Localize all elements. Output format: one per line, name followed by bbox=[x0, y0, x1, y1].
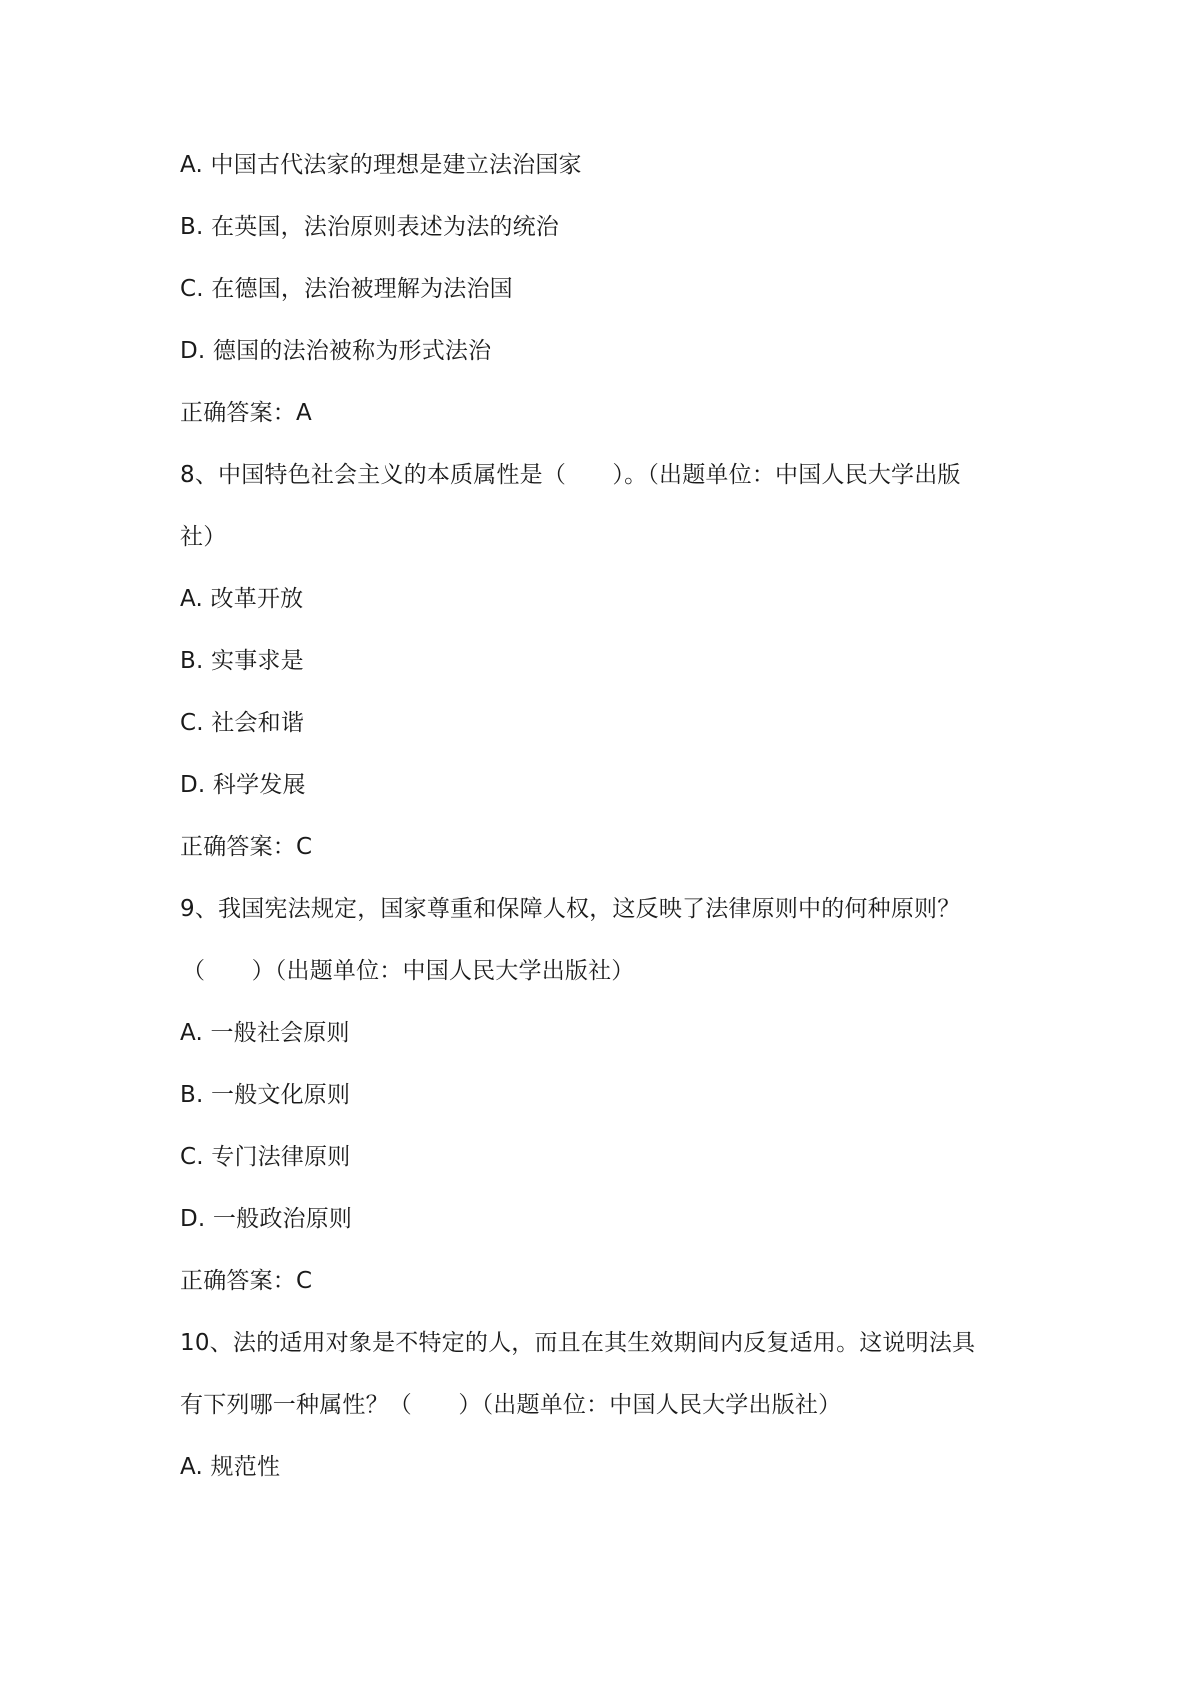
option-c-text: C. 在德国，法治被理解为法治国 bbox=[180, 276, 513, 302]
question-8-text-continued: 社） bbox=[180, 524, 227, 550]
question-8-option-c: C. 社会和谐 bbox=[180, 710, 305, 736]
question-9-text: 9、我国宪法规定，国家尊重和保障人权，这反映了法律原则中的何种原则？ bbox=[180, 896, 961, 922]
question-9-option-d: D. 一般政治原则 bbox=[180, 1206, 353, 1232]
question-8-option-b: B. 实事求是 bbox=[180, 648, 304, 674]
question-8-answer: 正确答案：C bbox=[180, 834, 313, 860]
question-9-option-c: C. 专门法律原则 bbox=[180, 1144, 351, 1170]
question-9-text-continued: （ ）（出题单位：中国人民大学出版社） bbox=[182, 958, 635, 984]
question-9-answer: 正确答案：C bbox=[180, 1268, 313, 1294]
question-list bbox=[180, 150, 1030, 1514]
question-8-option-a: A. 改革开放 bbox=[180, 586, 304, 612]
option-d-text: D. 德国的法治被称为形式法治 bbox=[180, 338, 492, 364]
answer-text: 正确答案：A bbox=[180, 400, 312, 426]
question-8-option-d: D. 科学发展 bbox=[180, 772, 306, 798]
question-10-text: 10、法的适用对象是不特定的人，而且在其生效期间内反复适用。这说明法具 bbox=[180, 1330, 976, 1356]
option-a-text: A. 中国古代法家的理想是建立法治国家 bbox=[180, 152, 582, 178]
question-9-option-b: B. 一般文化原则 bbox=[180, 1082, 351, 1108]
question-10-option-a: A. 规范性 bbox=[180, 1454, 281, 1480]
question-8-text: 8、中国特色社会主义的本质属性是（ ）。（出题单位：中国人民大学出版 bbox=[180, 462, 961, 488]
question-9-option-a: A. 一般社会原则 bbox=[180, 1020, 350, 1046]
question-10-text-continued: 有下列哪一种属性？（ ）（出题单位：中国人民大学出版社） bbox=[180, 1392, 842, 1418]
option-b-text: B. 在英国，法治原则表述为法的统治 bbox=[180, 214, 560, 240]
